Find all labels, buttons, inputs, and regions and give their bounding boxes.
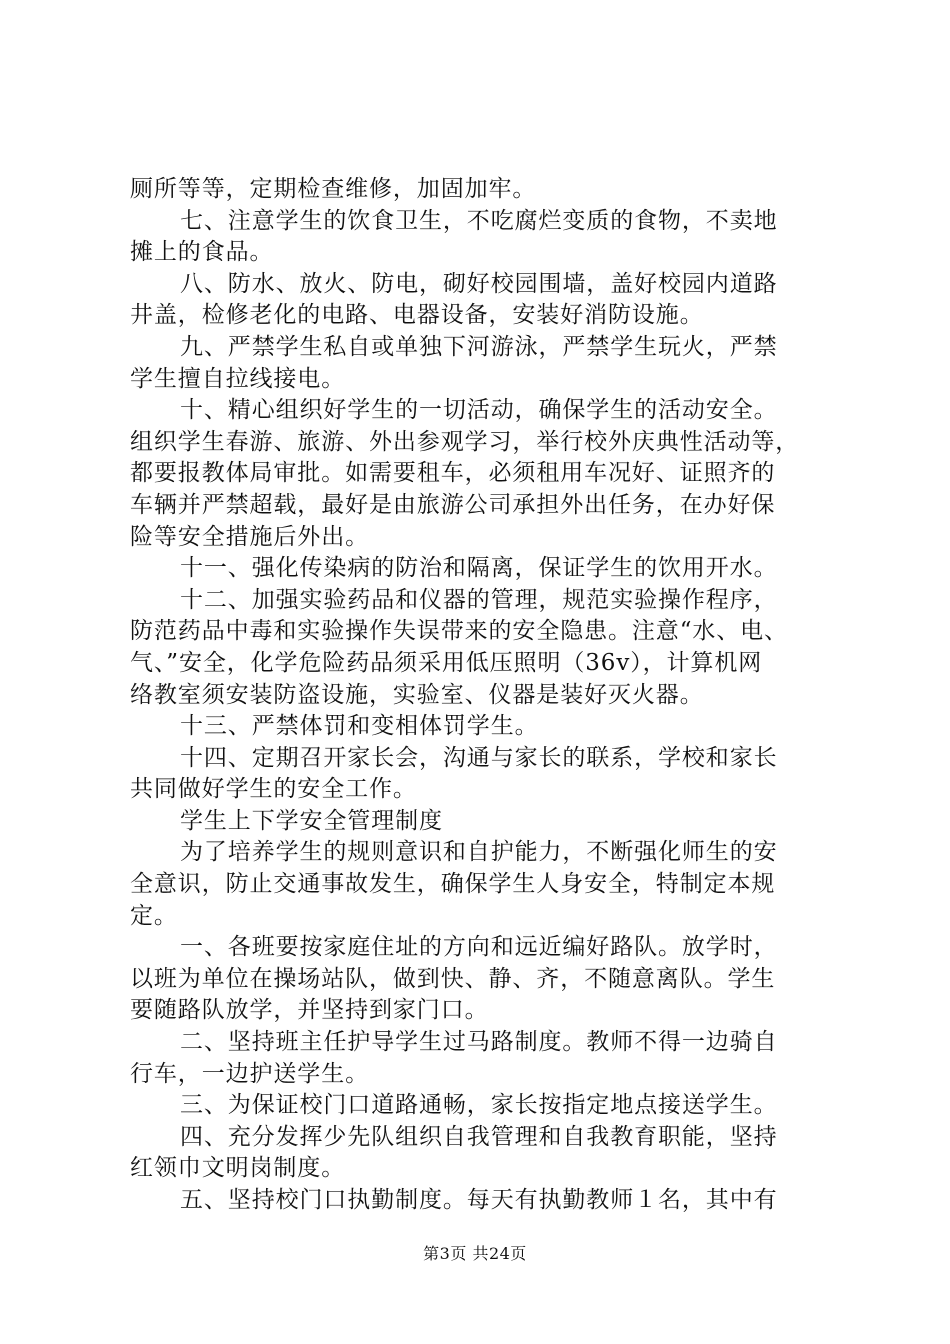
text-line: 二、坚持班主任护导学生过马路制度。教师不得一边骑自 <box>180 1029 778 1056</box>
text-line: 全意识，防止交通事故发生，确保学生人身安全，特制定本规 <box>130 871 776 898</box>
text-line: 学生擅自拉线接电。 <box>130 365 346 392</box>
text-line: 为了培养学生的规则意识和自护能力，不断强化师生的安 <box>180 839 778 866</box>
text-line: 行车，一边护送学生。 <box>130 1060 369 1087</box>
text-line: 要随路队放学，并坚持到家门口。 <box>130 997 489 1024</box>
text-line: 十三、严禁体罚和变相体罚学生。 <box>180 713 539 740</box>
text-line: 络教室须安装防盗设施，实验室、仪器是装好灭火器。 <box>130 681 704 708</box>
text-line: 气、”安全，化学危险药品须采用低压照明（36v），计算机网 <box>130 649 763 676</box>
text-line: 以班为单位在操场站队，做到快、静、齐，不随意离队。学生 <box>130 965 776 992</box>
text-line: 险等安全措施后外出。 <box>130 523 369 550</box>
document-body <box>130 174 830 1217</box>
text-line: 八、防水、放火、防电，砌好校园围墙，盖好校园内道路 <box>180 270 778 297</box>
text-line: 十、精心组织好学生的一切活动，确保学生的活动安全。 <box>180 397 778 424</box>
text-line: 五、坚持校门口执勤制度。每天有执勤教师１名，其中有 <box>180 1187 778 1213</box>
text-line: 学生上下学安全管理制度 <box>180 807 443 834</box>
text-line: 摊上的食品。 <box>130 239 274 266</box>
text-line: 组织学生春游、旅游、外出参观学习，举行校外庆典性活动等， <box>130 428 800 455</box>
text-line: 井盖，检修老化的电路、电器设备，安装好消防设施。 <box>130 302 704 329</box>
text-line: 十二、加强实验药品和仪器的管理，规范实验操作程序， <box>180 586 778 613</box>
text-line: 九、严禁学生私自或单独下河游泳，严禁学生玩火，严禁 <box>180 333 778 360</box>
text-line: 十四、定期召开家长会，沟通与家长的联系，学校和家长 <box>180 744 778 771</box>
text-line: 四、充分发挥少先队组织自我管理和自我教育职能，坚持 <box>180 1123 778 1150</box>
page-footer: 第3页 共24页 <box>423 1244 527 1263</box>
text-line: 三、为保证校门口道路通畅，家长按指定地点接送学生。 <box>180 1092 778 1119</box>
text-line: 一、各班要按家庭住址的方向和远近编好路队。放学时， <box>180 934 778 961</box>
text-line: 都要报教体局审批。如需要租车，必须租用车况好、证照齐的 <box>130 460 776 487</box>
text-line: 十一、强化传染病的防治和隔离，保证学生的饮用开水。 <box>180 555 778 582</box>
text-line: 共同做好学生的安全工作。 <box>130 776 417 803</box>
text-line: 红领巾文明岗制度。 <box>130 1155 346 1182</box>
text-line: 定。 <box>130 902 178 929</box>
text-line: 防范药品中毒和实验操作失误带来的安全隐患。注意“水、电、 <box>130 618 788 645</box>
text-line: 车辆并严禁超载，最好是由旅游公司承担外出任务，在办好保 <box>130 491 776 518</box>
text-line: 厕所等等，定期检查维修，加固加牢。 <box>130 176 537 202</box>
text-line: 七、注意学生的饮食卫生，不吃腐烂变质的食物，不卖地 <box>180 207 778 234</box>
